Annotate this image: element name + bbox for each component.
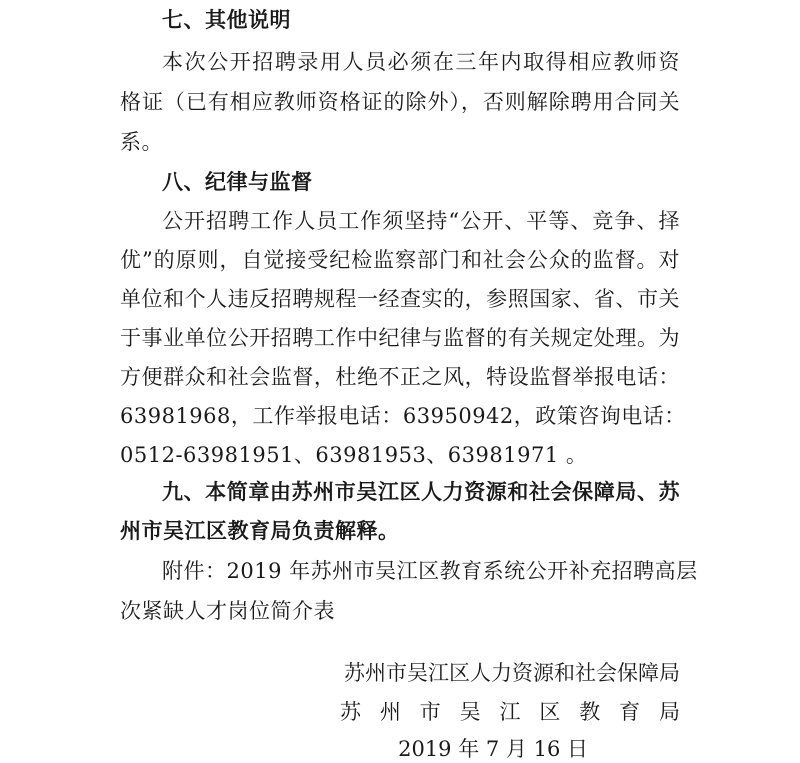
- section-8-line-6: 63981968，工作举报电话：63950942，政策咨询电话：: [120, 404, 686, 428]
- section-8-line-1: 公开招聘工作人员工作须坚持“公开、平等、竞争、择: [162, 209, 680, 233]
- section-8-line-3: 单位和个人违反招聘规程一经查实的，参照国家、省、市关: [120, 287, 680, 311]
- section-9-line-2: 州市吴江区教育局负责解释。: [120, 519, 400, 543]
- section-7-line-2: 格证（已有相应教师资格证的除外），否则解除聘用合同关: [120, 90, 680, 114]
- section-8-heading: 八、纪律与监督: [162, 170, 313, 194]
- section-7-line-3: 系。: [120, 130, 163, 154]
- section-7-heading: 七、其他说明: [162, 8, 291, 32]
- section-9-line-1: 九、本简章由苏州市吴江区人力资源和社会保障局、苏: [162, 480, 680, 504]
- section-8-line-5: 方便群众和社会监督，杜绝不正之风，特设监督举报电话：: [120, 365, 680, 389]
- section-8-line-7: 0512-63981951、63981953、63981971 。: [120, 443, 588, 467]
- signature-org-education: 苏 州 市 吴 江 区 教 育 局: [340, 700, 680, 724]
- signature-org-hr: 苏州市吴江区人力资源和社会保障局: [344, 661, 680, 685]
- section-8-line-2: 优”的原则，自觉接受纪检监察部门和社会公众的监督。对: [120, 248, 680, 272]
- section-7-line-1: 本次公开招聘录用人员必须在三年内取得相应教师资: [162, 50, 680, 74]
- signature-date: 2019 年 7 月 16 日: [398, 737, 588, 761]
- attachment-line-2: 次紧缺人才岗位简介表: [120, 599, 335, 623]
- section-8-line-4: 于事业单位公开招聘工作中纪律与监督的有关规定处理。为: [120, 326, 680, 350]
- attachment-line-1: 附件：2019 年苏州市吴江区教育系统公开补充招聘高层: [162, 559, 698, 583]
